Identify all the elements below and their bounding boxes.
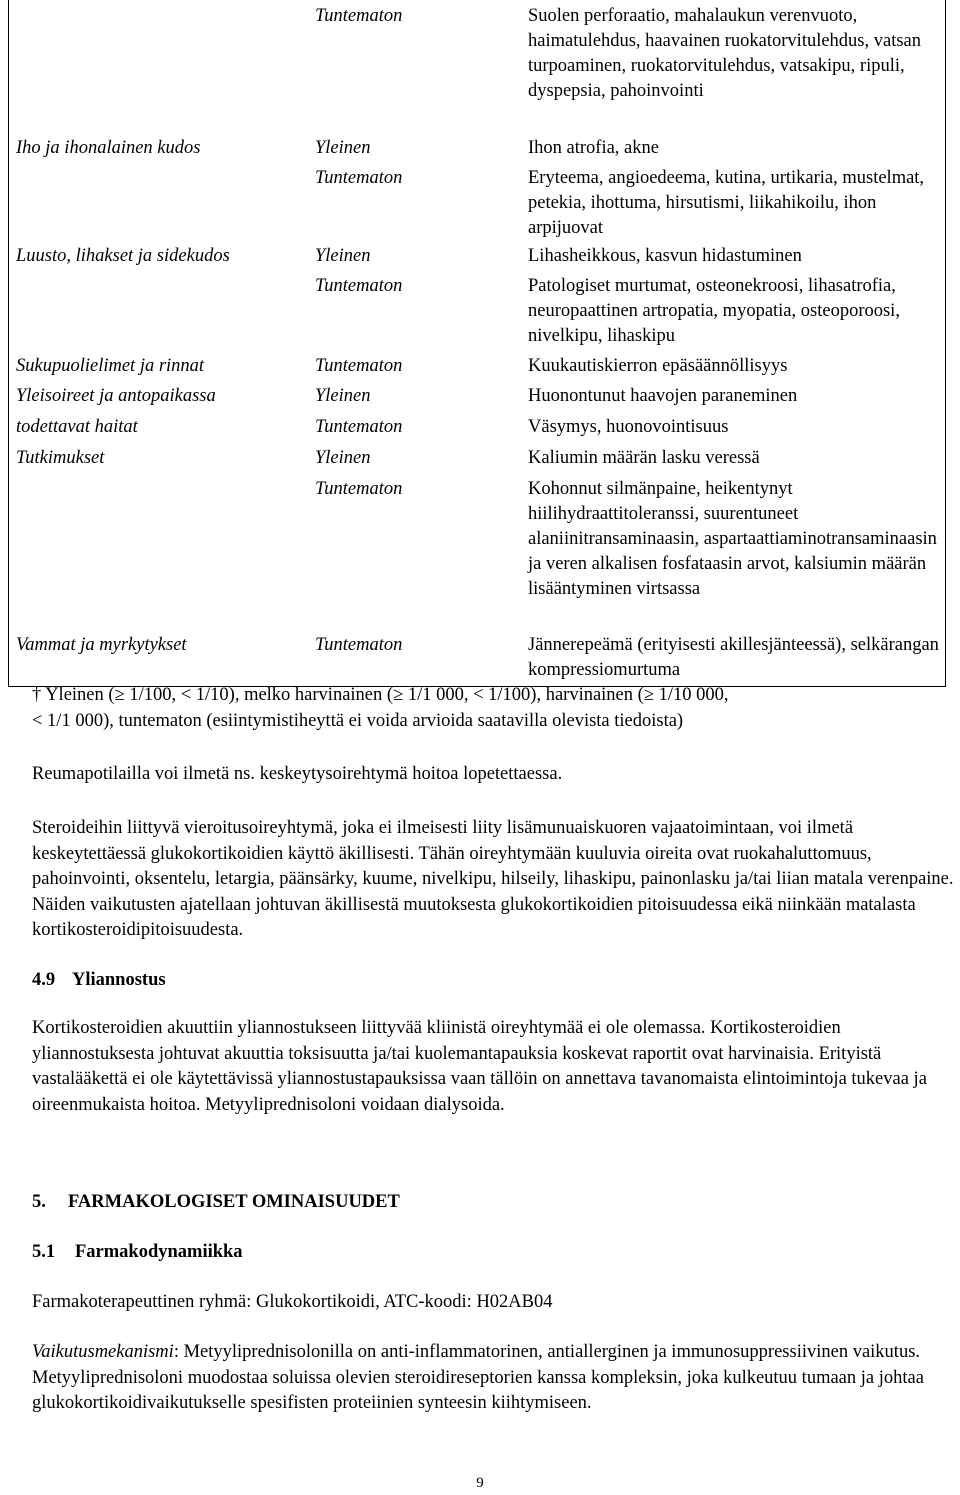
category-cell: Yleisoireet ja antopaikassa: [16, 386, 216, 406]
frequency-cell: Yleinen: [315, 386, 371, 406]
section-number: 5.: [32, 1192, 46, 1212]
table-row: [9, 354, 945, 384]
effect-cell: Suolen perforaatio, mahalaukun verenvuoto, haimatulehdus, haavainen ruokatorvitulehdus, vatsan turpoaminen, ruokatorvitulehdus, vatsakipu, ripuli, dyspepsia, pahoinvointi: [528, 6, 922, 101]
frequency-cell: Yleinen: [315, 246, 371, 266]
section-title: Yliannostus: [72, 970, 166, 990]
mechanism-text: : Metyyliprednisolonilla on anti-inflammatorinen, antiallerginen ja immunosuppressiivinen vaikutus. Metyyliprednisoloni muodostaa soluissa olevien steroidireseptorien kanssa kompleksin, joka kulkeutuu tumaan ja johtaa glukokortikoidivaikutukselle spesifisten proteiinien synteesin kiihtymiseen.: [32, 1342, 924, 1414]
category-cell: Vammat ja myrkytykset: [16, 635, 187, 655]
category-cell: [9, 274, 307, 354]
section-title: Farmakodynamiikka: [75, 1242, 243, 1262]
effect-cell: Lihasheikkous, kasvun hidastuminen: [528, 246, 802, 266]
mechanism-label: Vaikutusmekanismi: [32, 1342, 174, 1362]
category-cell: [9, 166, 307, 244]
section-title: FARMAKOLOGISET OMINAISUUDET: [68, 1192, 400, 1212]
table-row: [9, 415, 945, 446]
frequency-cell: Tuntematon: [315, 6, 403, 26]
effect-cell: Jännerepeämä (erityisesti akillesjänteessä), selkärangan kompressiomurtuma: [528, 635, 939, 680]
adverse-effects-table: [8, 0, 946, 687]
frequency-cell: Tuntematon: [315, 276, 403, 296]
table-row: [9, 244, 945, 274]
frequency-footnote: [32, 683, 952, 734]
page-number: 9: [476, 1475, 484, 1491]
table-row: [9, 477, 945, 633]
section-heading-5: [32, 1190, 952, 1216]
effect-cell: Huonontunut haavojen paraneminen: [528, 386, 798, 406]
frequency-cell: Yleinen: [315, 138, 371, 158]
table-row: [9, 446, 945, 477]
section-number: 5.1: [32, 1242, 56, 1262]
frequency-cell: Tuntematon: [315, 356, 403, 376]
paragraph-overdose: Kortikosteroidien akuuttiin yliannostukseen liittyvää kliinistä oireyhtymää ei ole olemassa. Kortikosteroidien yliannostuksesta johtuvat akuuttia toksisuutta ja/tai kuolemantapauksia koskevat raportit ovat harvinaisia. Erityistä vastalääkettä ei ole käytettävissä yliannostustapauksissa vaan tällöin on annettava tavanomaista elintoimintoja tukevaa ja oireenmukaista hoitoa. Metyyliprednisoloni voidaan dialysoida.: [32, 1018, 927, 1115]
frequency-cell: Tuntematon: [315, 635, 403, 655]
category-cell: Sukupuolielimet ja rinnat: [16, 356, 205, 376]
paragraph-mechanism: [32, 1340, 932, 1417]
frequency-cell: Tuntematon: [315, 479, 403, 499]
category-cell: Iho ja ihonalainen kudos: [16, 138, 201, 158]
paragraph-pharmacotherapeutic-group: Farmakoterapeuttinen ryhmä: Glukokortikoidi, ATC-koodi: H02AB04: [32, 1292, 553, 1312]
effect-cell: Väsymys, huonovointisuus: [528, 417, 729, 437]
paragraph-reuma: Reumapotilailla voi ilmetä ns. keskeytysoirehtymä hoitoa lopetettaessa.: [32, 764, 563, 784]
effect-cell: Eryteema, angioedeema, kutina, urtikaria, mustelmat, petekia, ihottuma, hirsutismi, liikahikoilu, ihon arpijuovat: [528, 168, 925, 238]
frequency-cell: Yleinen: [315, 448, 371, 468]
section-number: 4.9: [32, 970, 56, 990]
effect-cell: Ihon atrofia, akne: [528, 138, 659, 158]
paragraph-steroid-withdrawal: Steroideihin liittyvä vieroitusoireyhtymä, joka ei ilmeisesti liity lisämunuaiskuoren vajaatoimintaan, voi ilmetä keskeytettäessä glukokortikoidien käyttö äkillisesti. Tähän oireyhtymään kuuluvia oireita ovat ruokahaluttomuus, pahoinvointi, oksentelu, letargia, päänsärky, kuume, nivelkipu, hilseily, lihaskipu, painonlasku ja/tai liian matala verenpaine. Näiden vaikutusten ajatellaan johtuvan äkillisestä muutoksesta glukokortikoidien pitoisuudessa eikä niinkään matalasta kortikosteroidipitoisuudesta.: [32, 818, 954, 941]
table-row: [9, 384, 945, 415]
table-row: [9, 4, 945, 136]
footnote-line-2: < 1/1 000), tuntematon (esiintymistiheyttä ei voida arvioida saatavilla olevista tiedoista): [32, 710, 684, 731]
table-row: [9, 633, 945, 684]
category-cell: Tutkimukset: [16, 448, 105, 468]
category-cell: Luusto, lihakset ja sidekudos: [16, 246, 230, 266]
section-heading-4-9: [32, 968, 952, 994]
effect-cell: Kaliumin määrän lasku veressä: [528, 448, 760, 468]
category-cell: [9, 4, 307, 136]
table-row: [9, 166, 945, 244]
table-row: [9, 136, 945, 166]
frequency-cell: Tuntematon: [315, 417, 403, 437]
effect-cell: Kohonnut silmänpaine, heikentynyt hiilihydraattitoleranssi, suurentuneet alaniinitransaminaasin, aspartaattiaminotransaminaasin ja veren alkalisen fosfataasin arvot, kalsiumin määrän lisääntyminen virtsassa: [528, 479, 937, 599]
effect-cell: Kuukautiskierron epäsäännöllisyys: [528, 356, 788, 376]
table-row: [9, 274, 945, 354]
category-cell: todettavat haitat: [16, 417, 138, 437]
footnote-line-1: † Yleinen (≥ 1/100, < 1/10), melko harvinainen (≥ 1/1 000, < 1/100), harvinainen (≥ 1/10 000,: [32, 685, 729, 705]
category-cell: [9, 477, 307, 633]
section-heading-5-1: [32, 1240, 952, 1266]
frequency-cell: Tuntematon: [315, 168, 403, 188]
effect-cell: Patologiset murtumat, osteonekroosi, lihasatrofia, neuropaattinen artropatia, myopatia, osteoporoosi, nivelkipu, lihaskipu: [528, 276, 900, 346]
